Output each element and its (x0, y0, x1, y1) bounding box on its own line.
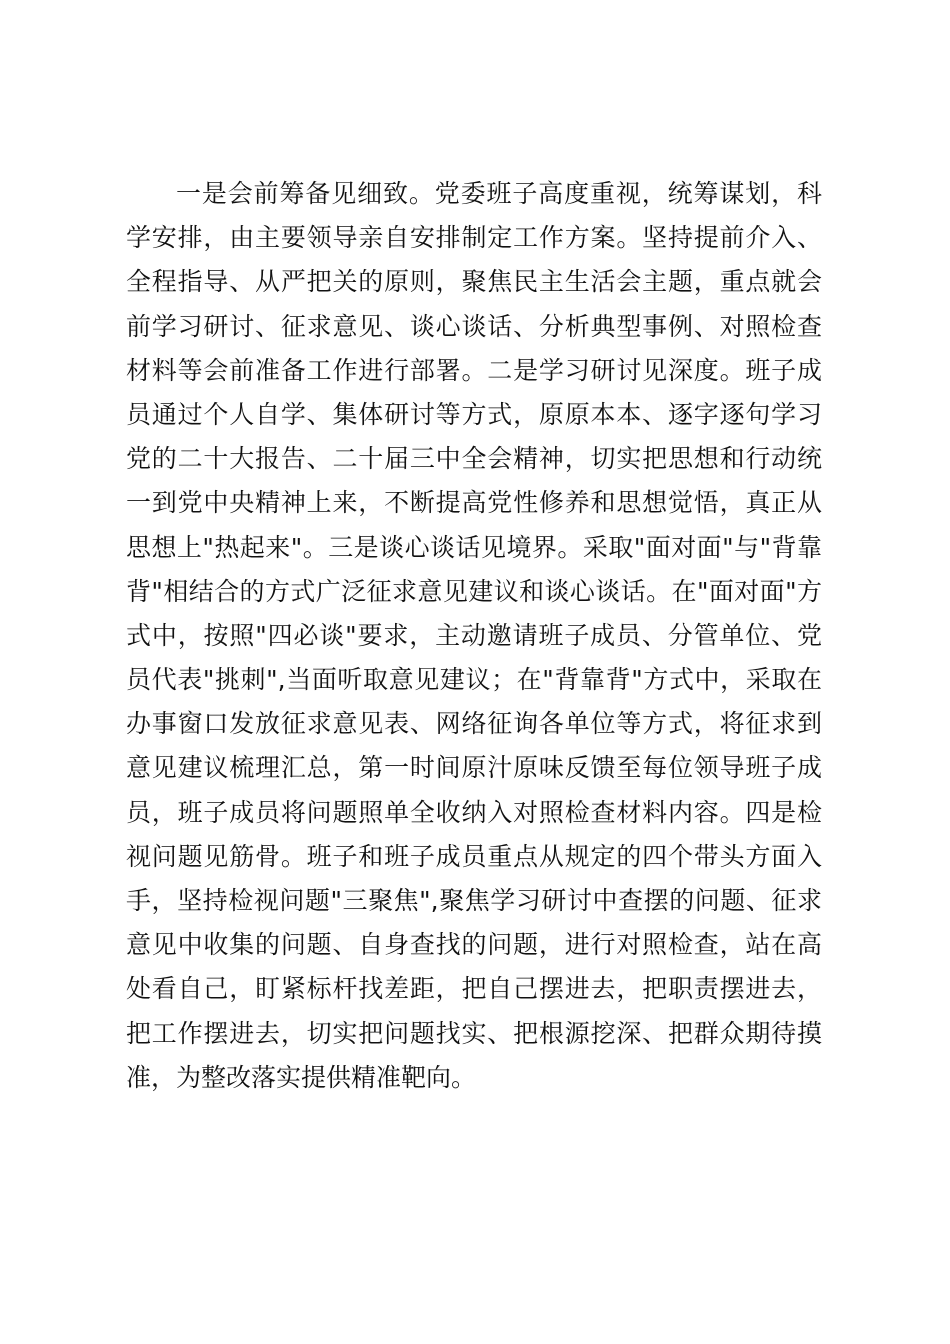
paragraph-line-10: 背"相结合的方式广泛征求意见建议和谈心谈话。在"面对面"方 (126, 576, 822, 606)
paragraph-line-13: 办事窗口发放征求意见表、网络征询各单位等方式，将征求到 (126, 709, 822, 739)
paragraph-line-5: 材料等会前准备工作进行部署。二是学习研讨见深度。班子成 (126, 355, 822, 385)
paragraph-line-7: 党的二十大报告、二十届三中全会精神，切实把思想和行动统 (126, 444, 822, 474)
body-paragraph (126, 172, 822, 1100)
paragraph-line-17: 手，坚持检视问题"三聚焦",聚焦学习研讨中查摆的问题、征求 (126, 886, 822, 915)
paragraph-line-9: 思想上"热起来"。三是谈心谈话见境界。采取"面对面"与"背靠 (126, 532, 822, 562)
paragraph-line-3: 全程指导、从严把关的原则，聚焦民主生活会主题，重点就会 (126, 267, 822, 297)
paragraph-line-19: 处看自己，盯紧标杆找差距，把自己摆进去，把职责摆进去， (126, 974, 822, 1004)
paragraph-line-15: 员，班子成员将问题照单全收纳入对照检查材料内容。四是检 (126, 797, 822, 827)
paragraph-line-2: 学安排，由主要领导亲自安排制定工作方案。坚持提前介入、 (126, 223, 822, 253)
paragraph-line-4: 前学习研讨、征求意见、谈心谈话、分析典型事例、对照检查 (126, 311, 822, 341)
paragraph-line-11: 式中，按照"四必谈"要求，主动邀请班子成员、分管单位、党 (126, 620, 822, 650)
paragraph-line-18: 意见中收集的问题、自身查找的问题，进行对照检查，站在高 (126, 930, 822, 960)
paragraph-line-1: 一是会前筹备见细致。党委班子高度重视，统筹谋划，科 (176, 179, 822, 208)
paragraph-line-12: 员代表"挑刺",当面听取意见建议；在"背靠背"方式中，采取在 (126, 665, 822, 695)
paragraph-line-6: 员通过个人自学、集体研讨等方式，原原本本、逐字逐句学习 (126, 399, 822, 429)
paragraph-line-21: 准，为整改落实提供精准靶向。 (126, 1062, 477, 1092)
paragraph-line-14: 意见建议梳理汇总，第一时间原汁原味反馈至每位领导班子成 (126, 753, 822, 783)
paragraph-line-8: 一到党中央精神上来，不断提高党性修养和思想觉悟，真正从 (126, 488, 822, 518)
paragraph-line-16: 视问题见筋骨。班子和班子成员重点从规定的四个带头方面入 (126, 841, 822, 871)
paragraph-line-20: 把工作摆进去，切实把问题找实、把根源挖深、把群众期待摸 (126, 1018, 822, 1048)
